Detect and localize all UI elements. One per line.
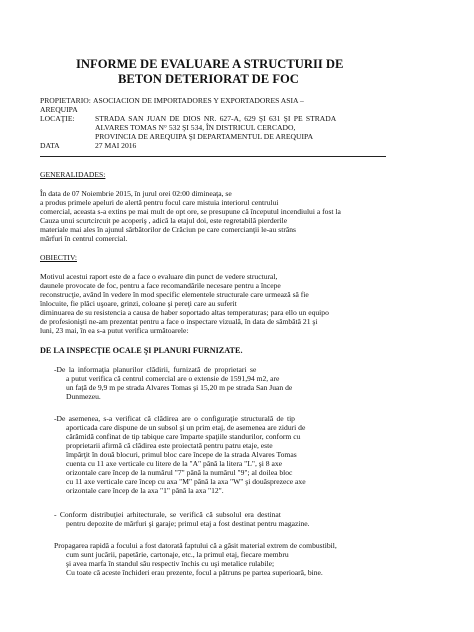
owner-value-2: AREQUIPA [40, 105, 78, 114]
propagation-line: cum sunt jucării, papetărie, cartonaje, etc., la primul etaj, fiecare membru [66, 550, 289, 559]
inspection-heading: DE LA INSPECŢIE OCALE ŞI PLANURI FURNIZATE. [40, 346, 243, 355]
owner-label: PROPIETARIO: [40, 96, 91, 105]
objectiv-heading: OBIECTIV: [40, 253, 77, 262]
objectiv-line: Motivul acestui raport este de a face o evaluare din punct de vedere structural, [40, 272, 278, 281]
generalidades-line: Cauza unui scurtcircuit pe acoperiş , adică la etajul doi, este regretabilă pierderile [40, 216, 288, 225]
generalidades-line: a produs primele apeluri de alertă pentru focul care mistuia interiorul centrului [40, 198, 279, 207]
propagation-line: Propagarea rapidă a focului a fost datorată faptului că a găsit material extrem de combustibil, [54, 541, 337, 550]
title-line-1: INFORME DE EVALUARE A STRUCTURII DE [76, 57, 344, 71]
inspection-item-1-line: Dunmezeu. [66, 392, 101, 401]
inspection-item-2-line: cuenta cu 11 axe verticale cu litere de la "A" până la litera "L", şi 8 axe [66, 459, 282, 468]
generalidades-line: În data de 07 Noiembrie 2015, în jurul orei 02:00 dimineaţa, se [40, 189, 232, 198]
location-label: LOCAŢIE: [40, 114, 75, 123]
owner-value: ASOCIACION DE IMPORTADORES Y EXPORTADORES ASIA – [93, 96, 304, 105]
objectiv-line: de profesionişti ne-am prezentat pentru a face o inspectare vizuală, în data de sâmbătă 21 şi [40, 317, 318, 326]
location-value: STRADA SAN JUAN DE DIOS NR. 627-A, 629 ŞI 631 ŞI PE STRADA [95, 114, 337, 123]
objectiv-line: luni, 23 mai, în ea s-a putut verifica următoarele: [40, 326, 189, 335]
generalidades-line: comercial, aceasta s-a extins pe mai mult de opt ore, se presupune că începutul incendiului a fost la [40, 207, 341, 216]
inspection-item-2-line: orizontale care încep de la numărul "7" până la numărul "9"; al doilea bloc [66, 468, 293, 477]
location-value-2: ALVARES TOMAS N° 532 ŞI 534, ÎN DISTRICUL CERCADO, [95, 123, 296, 132]
inspection-item-2-line: orizontale care încep de la axa "1" până la axa "12". [66, 486, 224, 495]
inspection-item-2-line: cărămidă confinat de tip tabique care împarte spaţiile standurilor, conform cu [66, 432, 301, 441]
objectiv-line: diminuarea de su resistencia a causa de haber soportado altas temperaturas; para ello un equipo [40, 308, 329, 317]
location-value-3: PROVINCIA DE AREQUIPA ŞI DEPARTAMENTUL DE AREQUIPA [95, 132, 314, 141]
propagation-line: şi avea marfa în standul său respectiv închis cu uşi metalice rulabile; [66, 559, 275, 568]
inspection-item-3-line: - Conform distribuţiei arhitecturale, se verifică că subsolul era destinat [54, 510, 281, 519]
title-line-2: BETON DETERIORAT DE FOC [118, 72, 299, 86]
generalidades-line: mărfuri în centrul comercial. [40, 234, 128, 243]
inspection-item-2-line: aporticada care dispune de un subsol şi un prim etaj, de asemenea are ziduri de [66, 423, 306, 432]
objectiv-line: înlocuite, fie plăci uşoare, grinzi, coloane şi pereţi care au suferit [40, 299, 237, 308]
generalidades-line: materiale mai ales în ajunul sărbătorilor de Crăciun pe care comercianţii le-au strâns [40, 225, 296, 234]
inspection-item-1-line: a putut verifica că centrul comercial are o extensie de 1591,94 m2, are [66, 374, 280, 383]
objectiv-line: reconstrucţie, având în vedere în mod specific elementele structurale care urmează să fie [40, 290, 309, 299]
objectiv-line: daunele provocate de foc, pentru a face recomandările necesare pentru a începe [40, 281, 281, 290]
inspection-item-2-line: împărţit în două blocuri, primul bloc care începe de la strada Alvares Tomas [66, 450, 297, 459]
inspection-item-1-line: un față de 9,9 m pe strada Alvares Tomas şi 15,20 m pe strada San Juan de [66, 383, 293, 392]
inspection-item-2-line: cu 11 axe verticale care încep cu axa "M" până la axa "W" şi douăsprezece axe [66, 477, 306, 486]
propagation-line: Cu toate că aceste închideri erau prezente, focul a pătruns pe partea superioară, bine. [66, 568, 323, 577]
inspection-item-2-line: -De asemenea, s-a verificat că clădirea are o configuraţie structurală de tip [54, 414, 295, 423]
generalidades-heading: GENERALIDADES: [40, 170, 106, 179]
inspection-item-1-line: -De la informaţia planurilor clădirii, furnizată de proprietari se [54, 365, 257, 374]
header-divider [40, 156, 386, 157]
date-label: DATA [40, 141, 60, 150]
date-value: 27 MAI 2016 [95, 141, 137, 150]
inspection-item-2-line: proprietarii afirmă că clădirea este proiectată pentru patru etaje, este [66, 441, 273, 450]
inspection-item-3-line: pentru depozite de mărfuri şi garaje; primul etaj a fost destinat pentru magazine. [66, 519, 310, 528]
